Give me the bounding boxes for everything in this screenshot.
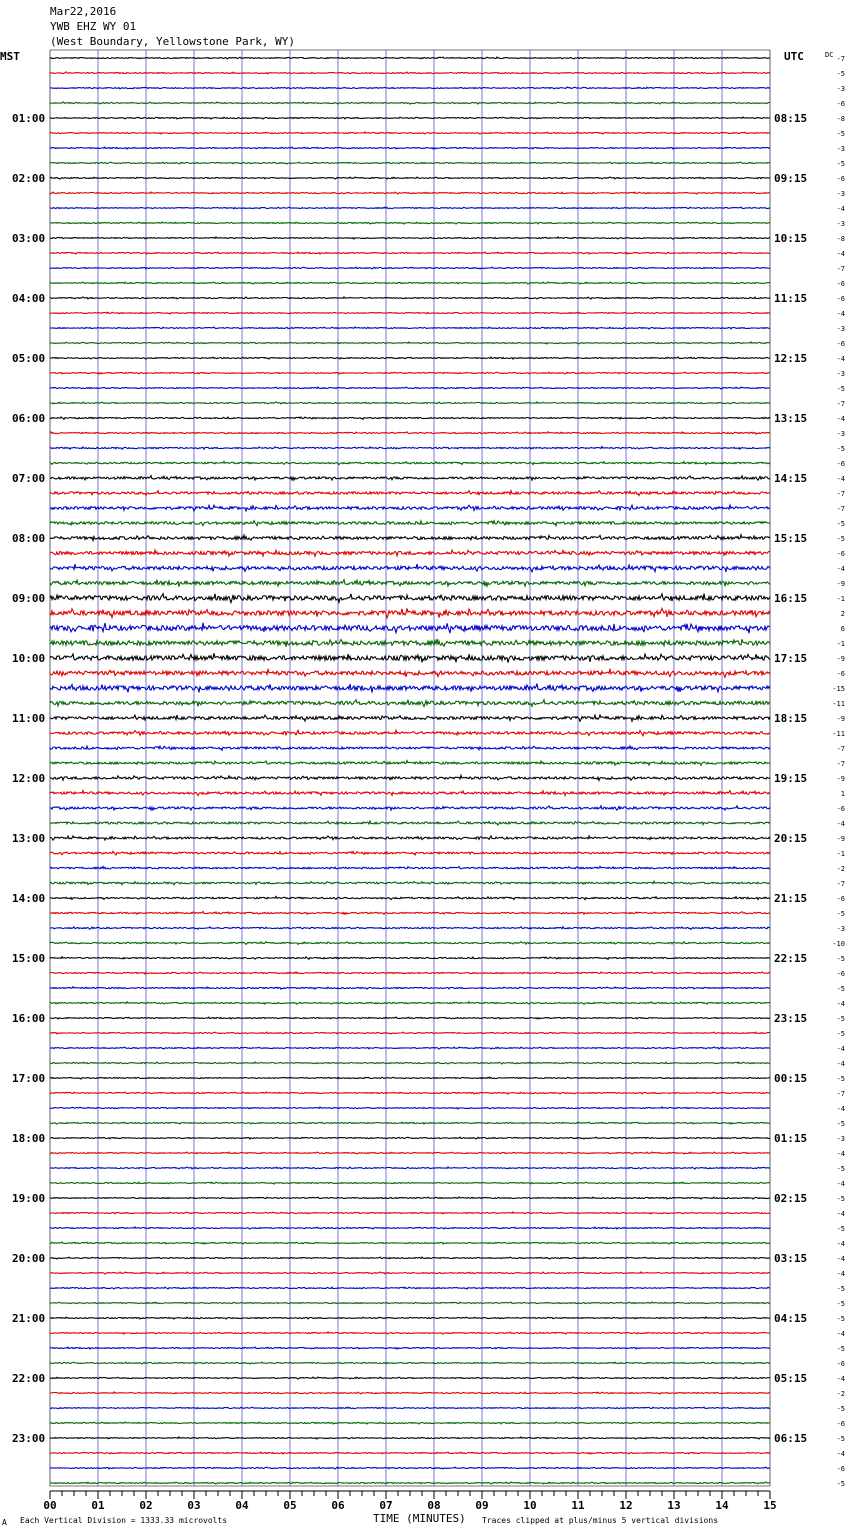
trace-34 — [50, 564, 770, 572]
right-hour-label: 13:15 — [774, 412, 808, 425]
trace-88 — [50, 1377, 770, 1379]
dc-offset-label: -6 — [836, 670, 845, 678]
left-hour-label: 09:00 — [12, 592, 46, 605]
dc-offset-label: -6 — [836, 1420, 845, 1428]
trace-0 — [50, 57, 770, 59]
trace-41 — [50, 669, 770, 678]
dc-offset-label: -4 — [836, 1060, 845, 1068]
dc-offset-label: -6 — [836, 895, 845, 903]
dc-offset-label: -8 — [836, 235, 845, 243]
trace-26 — [50, 447, 770, 450]
dc-offset-label: -4 — [836, 1240, 845, 1248]
dc-offset-label: -5 — [836, 1480, 845, 1488]
trace-37 — [50, 608, 770, 618]
trace-57 — [50, 912, 770, 915]
dc-offset-label: -11 — [832, 700, 845, 708]
dc-offset-label: -2 — [836, 865, 845, 873]
left-hour-label: 16:00 — [12, 1012, 46, 1025]
dc-offset-label: -7 — [836, 490, 845, 498]
dc-offset-label: 1 — [840, 790, 845, 798]
dc-offset-label: -6 — [836, 1360, 845, 1368]
trace-90 — [50, 1407, 770, 1409]
trace-91 — [50, 1422, 770, 1424]
left-hour-label: 01:00 — [12, 112, 46, 125]
right-hour-label: 19:15 — [774, 772, 808, 785]
trace-75 — [50, 1182, 770, 1184]
x-tick-label: 14 — [715, 1499, 729, 1512]
left-hour-label: 03:00 — [12, 232, 46, 245]
x-tick-label: 02 — [139, 1499, 153, 1512]
dc-offset-label: -6 — [836, 100, 845, 108]
dc-offset-label: -9 — [836, 775, 845, 783]
trace-8 — [50, 177, 770, 179]
dc-offset-label: -5 — [836, 520, 845, 528]
dc-offset-label: -7 — [836, 55, 845, 63]
x-axis-title: TIME (MINUTES) — [373, 1512, 466, 1525]
trace-93 — [50, 1452, 770, 1454]
dc-offset-label: -5 — [836, 1345, 845, 1353]
left-hour-label: 10:00 — [12, 652, 46, 665]
trace-58 — [50, 927, 770, 930]
station-location: (West Boundary, Yellowstone Park, WY) — [50, 35, 296, 48]
trace-76 — [50, 1197, 770, 1199]
trace-18 — [50, 327, 770, 329]
right-hour-label: 21:15 — [774, 892, 808, 905]
trace-84 — [50, 1317, 770, 1319]
trace-46 — [50, 746, 770, 750]
right-hour-label: 05:15 — [774, 1372, 808, 1385]
dc-offset-label: -4 — [836, 310, 845, 318]
dc-offset-label: -3 — [836, 145, 845, 153]
trace-68 — [50, 1077, 770, 1079]
dc-offset-label: -6 — [836, 340, 845, 348]
trace-7 — [50, 162, 770, 164]
left-hour-label: 05:00 — [12, 352, 46, 365]
dc-offset-label: -3 — [836, 220, 845, 228]
x-tick-label: 03 — [187, 1499, 201, 1512]
left-hour-label: 08:00 — [12, 532, 46, 545]
clip-note: Traces clipped at plus/minus 5 vertical divisions — [482, 1516, 719, 1525]
trace-94 — [50, 1467, 770, 1469]
left-hour-label: 06:00 — [12, 412, 46, 425]
x-tick-label: 08 — [427, 1499, 441, 1512]
dc-offset-label: -5 — [836, 1195, 845, 1203]
trace-50 — [50, 806, 770, 810]
dc-offset-label: -5 — [836, 1030, 845, 1038]
dc-offset-label: -5 — [836, 130, 845, 138]
trace-55 — [50, 881, 770, 885]
dc-offset-label: -4 — [836, 475, 845, 483]
dc-offset-label: -4 — [836, 565, 845, 573]
trace-71 — [50, 1122, 770, 1124]
trace-15 — [50, 282, 770, 284]
dc-offset-label: -4 — [836, 1255, 845, 1263]
dc-offset-label: -4 — [836, 1105, 845, 1113]
dc-offset-label: -2 — [836, 1390, 845, 1398]
dc-offset-label: -7 — [836, 265, 845, 273]
trace-63 — [50, 1002, 770, 1005]
left-hour-label: 02:00 — [12, 172, 46, 185]
left-hour-label: 07:00 — [12, 472, 46, 485]
dc-offset-label: -4 — [836, 1450, 845, 1458]
left-hour-label: 21:00 — [12, 1312, 46, 1325]
trace-66 — [50, 1047, 770, 1049]
trace-86 — [50, 1347, 770, 1349]
trace-47 — [50, 761, 770, 766]
dc-offset-label: -5 — [836, 1225, 845, 1233]
left-hour-label: 23:00 — [12, 1432, 46, 1445]
dc-offset-label: -4 — [836, 1045, 845, 1053]
trace-79 — [50, 1242, 770, 1244]
trace-61 — [50, 972, 770, 974]
x-tick-label: 13 — [667, 1499, 681, 1512]
dc-offset-label: -3 — [836, 430, 845, 438]
dc-offset-label: -4 — [836, 205, 845, 213]
dc-offset-label: -7 — [836, 745, 845, 753]
dc-offset-label: -6 — [836, 1465, 845, 1473]
dc-offset-label: -9 — [836, 715, 845, 723]
dc-offset-label: -7 — [836, 760, 845, 768]
trace-60 — [50, 957, 770, 960]
dc-offset-label: -7 — [836, 400, 845, 408]
dc-offset-label: -5 — [836, 1165, 845, 1173]
right-hour-label: 14:15 — [774, 472, 808, 485]
dc-offset-label: -10 — [832, 940, 845, 948]
dc-offset-label: -11 — [832, 730, 845, 738]
dc-offset-label: -3 — [836, 925, 845, 933]
dc-offset-label: -5 — [836, 1120, 845, 1128]
trace-22 — [50, 387, 770, 389]
trace-89 — [50, 1392, 770, 1394]
trace-40 — [50, 653, 770, 662]
trace-81 — [50, 1272, 770, 1274]
trace-48 — [50, 775, 770, 780]
x-tick-label: 09 — [475, 1499, 489, 1512]
trace-12 — [50, 237, 770, 239]
plot-frame — [50, 50, 770, 1486]
x-tick-label: 07 — [379, 1499, 393, 1512]
right-hour-label: 09:15 — [774, 172, 808, 185]
x-tick-label: 05 — [283, 1499, 297, 1512]
trace-78 — [50, 1227, 770, 1229]
trace-21 — [50, 372, 770, 374]
x-tick-label: 12 — [619, 1499, 633, 1512]
right-hour-label: 04:15 — [774, 1312, 808, 1325]
trace-29 — [50, 491, 770, 496]
footer-mark: A — [2, 1518, 7, 1527]
trace-24 — [50, 417, 770, 419]
right-hour-label: 03:15 — [774, 1252, 808, 1265]
dc-offset-label: -4 — [836, 1375, 845, 1383]
trace-51 — [50, 821, 770, 825]
x-tick-label: 11 — [571, 1499, 585, 1512]
dc-offset-label: -7 — [836, 505, 845, 513]
dc-offset-label: -5 — [836, 70, 845, 78]
trace-82 — [50, 1287, 770, 1289]
right-hour-labels — [774, 112, 807, 1445]
trace-19 — [50, 342, 770, 344]
x-tick-label: 04 — [235, 1499, 249, 1512]
left-hour-label: 20:00 — [12, 1252, 46, 1265]
dc-offset-label: -4 — [836, 1000, 845, 1008]
trace-73 — [50, 1152, 770, 1154]
dc-offset-label: -4 — [836, 1180, 845, 1188]
trace-35 — [50, 580, 770, 587]
left-timezone-label: MST — [0, 50, 20, 63]
dc-offset-label: -3 — [836, 1135, 845, 1143]
right-hour-label: 00:15 — [774, 1072, 808, 1085]
right-hour-label: 15:15 — [774, 532, 808, 545]
dc-offset-label: -6 — [836, 295, 845, 303]
right-hour-label: 11:15 — [774, 292, 808, 305]
trace-4 — [50, 117, 770, 119]
dc-offset-label: -5 — [836, 1300, 845, 1308]
dc-offset-labels — [832, 55, 845, 1488]
dc-offset-label: -1 — [836, 595, 845, 603]
dc-offset-label: -7 — [836, 1090, 845, 1098]
dc-offset-label: -5 — [836, 910, 845, 918]
left-hour-label: 15:00 — [12, 952, 46, 965]
dc-offset-label: -5 — [836, 445, 845, 453]
x-tick-label: 01 — [91, 1499, 105, 1512]
dc-offset-label: -9 — [836, 835, 845, 843]
right-hour-label: 20:15 — [774, 832, 808, 845]
trace-23 — [50, 402, 770, 404]
left-hour-labels — [12, 112, 45, 1445]
left-hour-label: 04:00 — [12, 292, 46, 305]
dc-offset-label: 6 — [840, 625, 845, 633]
dc-offset-label: -6 — [836, 970, 845, 978]
trace-92 — [50, 1437, 770, 1439]
dc-offset-label: -5 — [836, 385, 845, 393]
dc-offset-label: -5 — [836, 1015, 845, 1023]
left-hour-label: 13:00 — [12, 832, 46, 845]
trace-32 — [50, 535, 770, 541]
right-hour-label: 08:15 — [774, 112, 808, 125]
left-hour-label: 19:00 — [12, 1192, 46, 1205]
trace-38 — [50, 623, 770, 634]
trace-67 — [50, 1062, 770, 1064]
trace-54 — [50, 866, 770, 869]
trace-77 — [50, 1212, 770, 1214]
dc-offset-label: -6 — [836, 460, 845, 468]
dc-offset-label: -5 — [836, 955, 845, 963]
trace-59 — [50, 942, 770, 945]
dc-offset-label: -4 — [836, 1210, 845, 1218]
trace-13 — [50, 252, 770, 254]
scale-note: Each Vertical Division = 1333.33 microvolts — [20, 1516, 228, 1525]
trace-31 — [50, 521, 770, 526]
dc-offset-label: -4 — [836, 1150, 845, 1158]
trace-87 — [50, 1362, 770, 1364]
dc-offset-label: -6 — [836, 175, 845, 183]
station-code: YWB EHZ WY 01 — [50, 20, 137, 33]
trace-72 — [50, 1137, 770, 1139]
dc-offset-label: -4 — [836, 355, 845, 363]
trace-33 — [50, 550, 770, 556]
trace-25 — [50, 432, 770, 435]
trace-42 — [50, 684, 770, 693]
trace-10 — [50, 207, 770, 209]
right-hour-label: 17:15 — [774, 652, 808, 665]
trace-14 — [50, 267, 770, 269]
right-hour-label: 10:15 — [774, 232, 808, 245]
dc-offset-label: -4 — [836, 1330, 845, 1338]
trace-30 — [50, 505, 770, 511]
dc-offset-label: -1 — [836, 640, 845, 648]
x-tick-label: 06 — [331, 1499, 345, 1512]
dc-offset-label: -4 — [836, 820, 845, 828]
trace-36 — [50, 594, 770, 603]
left-hour-label: 11:00 — [12, 712, 46, 725]
trace-17 — [50, 312, 770, 314]
trace-69 — [50, 1092, 770, 1094]
trace-44 — [50, 715, 770, 721]
trace-83 — [50, 1302, 770, 1304]
seismic-traces — [50, 57, 770, 1484]
trace-80 — [50, 1257, 770, 1259]
dc-offset-label: 2 — [840, 610, 845, 618]
trace-43 — [50, 700, 770, 707]
dc-offset-label: -1 — [836, 850, 845, 858]
dc-offset-label: -3 — [836, 190, 845, 198]
x-tick-label: 00 — [43, 1499, 57, 1512]
trace-53 — [50, 851, 770, 855]
right-hour-label: 06:15 — [774, 1432, 808, 1445]
trace-65 — [50, 1032, 770, 1034]
trace-45 — [50, 730, 770, 735]
x-tick-label: 15 — [763, 1499, 777, 1512]
dc-offset-label: -4 — [836, 415, 845, 423]
dc-offset-label: -15 — [832, 685, 845, 693]
trace-70 — [50, 1107, 770, 1109]
dc-offset-label: -6 — [836, 805, 845, 813]
dc-offset-label: -6 — [836, 280, 845, 288]
x-tick-label: 10 — [523, 1499, 537, 1512]
trace-95 — [50, 1482, 770, 1484]
trace-49 — [50, 791, 770, 796]
dc-header: DC — [825, 51, 834, 59]
dc-offset-label: -5 — [836, 535, 845, 543]
right-hour-label: 01:15 — [774, 1132, 808, 1145]
dc-offset-label: -9 — [836, 580, 845, 588]
left-hour-label: 12:00 — [12, 772, 46, 785]
dc-offset-label: -4 — [836, 250, 845, 258]
trace-16 — [50, 297, 770, 299]
right-hour-label: 16:15 — [774, 592, 808, 605]
trace-39 — [50, 639, 770, 647]
left-hour-label: 17:00 — [12, 1072, 46, 1085]
dc-offset-label: -3 — [836, 85, 845, 93]
trace-62 — [50, 987, 770, 990]
right-timezone-label: UTC — [784, 50, 804, 63]
left-hour-label: 22:00 — [12, 1372, 46, 1385]
plot-date: Mar22,2016 — [50, 5, 117, 18]
dc-offset-label: -5 — [836, 1075, 845, 1083]
dc-offset-label: -3 — [836, 370, 845, 378]
dc-offset-label: -5 — [836, 1315, 845, 1323]
trace-27 — [50, 461, 770, 464]
left-hour-label: 18:00 — [12, 1132, 46, 1145]
right-hour-label: 22:15 — [774, 952, 808, 965]
dc-offset-label: -5 — [836, 1435, 845, 1443]
trace-9 — [50, 192, 770, 194]
trace-20 — [50, 357, 770, 359]
dc-offset-label: -6 — [836, 550, 845, 558]
x-axis — [43, 1491, 776, 1512]
dc-offset-label: -5 — [836, 1405, 845, 1413]
trace-3 — [50, 102, 770, 104]
dc-offset-label: -9 — [836, 655, 845, 663]
time-gridlines — [50, 50, 770, 1486]
dc-offset-label: -5 — [836, 1285, 845, 1293]
dc-offset-label: -8 — [836, 115, 845, 123]
right-hour-label: 02:15 — [774, 1192, 808, 1205]
trace-2 — [50, 87, 770, 89]
dc-offset-label: -5 — [836, 985, 845, 993]
right-hour-label: 23:15 — [774, 1012, 808, 1025]
trace-1 — [50, 72, 770, 74]
dc-offset-label: -3 — [836, 325, 845, 333]
trace-5 — [50, 132, 770, 134]
trace-6 — [50, 147, 770, 149]
trace-28 — [50, 476, 770, 481]
right-hour-label: 18:15 — [774, 712, 808, 725]
right-hour-label: 12:15 — [774, 352, 808, 365]
trace-11 — [50, 222, 770, 224]
dc-offset-label: -5 — [836, 160, 845, 168]
trace-56 — [50, 896, 770, 899]
dc-offset-label: -4 — [836, 1270, 845, 1278]
trace-64 — [50, 1017, 770, 1019]
left-hour-label: 14:00 — [12, 892, 46, 905]
dc-offset-label: -7 — [836, 880, 845, 888]
trace-85 — [50, 1332, 770, 1334]
trace-52 — [50, 836, 770, 840]
trace-74 — [50, 1167, 770, 1169]
